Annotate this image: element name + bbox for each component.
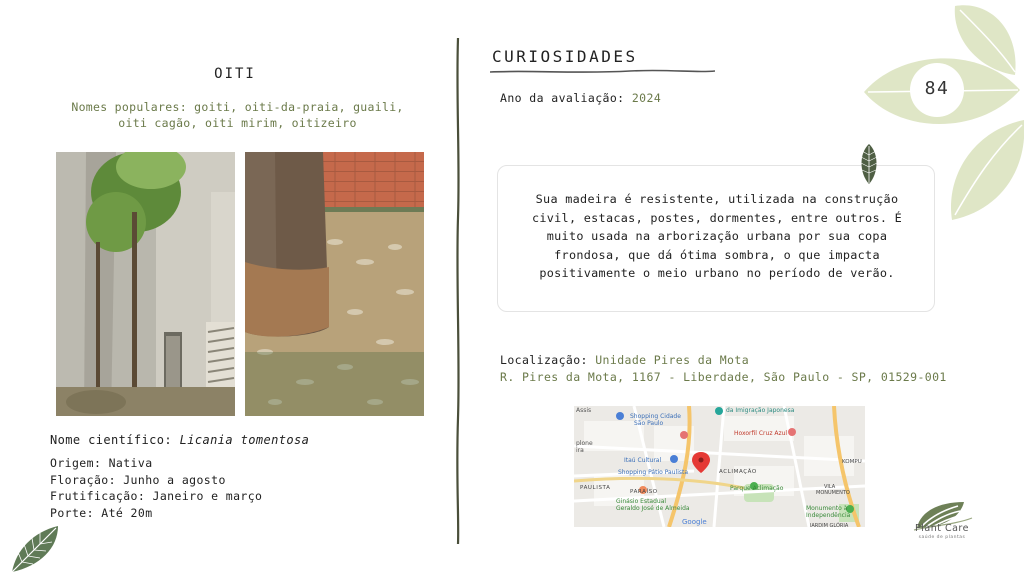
- fruiting-text: Frutificação: Janeiro e março: [50, 489, 263, 503]
- logo-name: Plant Care: [915, 523, 969, 534]
- map-label-plone: plone: [576, 440, 593, 447]
- map-label-google: Google: [682, 518, 707, 526]
- size-text: Porte: Até 20m: [50, 505, 153, 520]
- scientific-name-label: Nome científico:: [50, 433, 172, 447]
- location-address: R. Pires da Mota, 1167 - Liberdade, São Paulo - SP, 01529-001: [500, 370, 947, 384]
- map-label-paraiso: PARAÍSO: [630, 489, 658, 495]
- scientific-name: [50, 433, 309, 447]
- evaluation-year: [500, 91, 661, 105]
- species-title: OITI: [214, 66, 256, 82]
- map-label-ginasio-2: Geraldo José de Almeida: [616, 505, 690, 512]
- map-label-monumento-2: Independência: [806, 512, 851, 519]
- map-label-monumento-1: Monumento à: [806, 505, 848, 512]
- tree-photo-wall: [56, 152, 235, 416]
- scientific-name-value: Licania tomentosa: [179, 433, 310, 447]
- evaluation-year-label: Ano da avaliação:: [500, 91, 625, 105]
- logo-tagline: saúde de plantas: [918, 535, 966, 540]
- map-label-shopping-patio: Shopping Pátio Paulista: [618, 469, 689, 476]
- map-label-aclimacao: ACLIMAÇÃO: [719, 469, 757, 475]
- location-block: [500, 352, 947, 386]
- location-unit-line: [500, 352, 947, 369]
- tree-photo-trunk: [245, 152, 424, 416]
- map-label-jardim: JARDIM GLÓRIA: [810, 523, 849, 527]
- curiosities-title: CURIOSIDADES: [492, 47, 638, 66]
- location-label: Localização:: [500, 353, 588, 367]
- location-unit: Unidade Pires da Mota: [595, 353, 750, 367]
- popular-names-value: goiti, oiti-da-praia, guaili, oiti cagão, oiti mirim, oitizeiro: [118, 100, 404, 130]
- map-label-ira: ira: [576, 447, 584, 454]
- map-label-itau: Itaú Cultural: [624, 457, 662, 464]
- map-label-hoxorfil: Hoxorfil Cruz Azul: [734, 430, 788, 437]
- title-underline: [490, 68, 715, 76]
- map-label-sao-paulo: São Paulo: [634, 420, 664, 427]
- map-label-vila: VILA: [824, 484, 836, 490]
- map-label-assis: Assis: [576, 407, 592, 414]
- origin-text: Origem: Nativa: [50, 456, 153, 470]
- flowering-text: Floração: Junho a agosto: [50, 472, 226, 487]
- map-label-shopping-cidade: Shopping Cidade: [630, 413, 681, 420]
- map-label-monumento-upper: MONUMENTO: [816, 490, 850, 496]
- map-label-kompu: KOMPU: [842, 459, 862, 465]
- evaluation-year-value: 2024: [631, 91, 662, 105]
- map-label-ginasio-1: Ginásio Estadual: [616, 498, 667, 505]
- map-label-paulista: PAULISTA: [580, 485, 611, 491]
- popular-names-label: Nomes populares:: [71, 100, 187, 114]
- species-facts: [50, 455, 262, 521]
- location-map[interactable]: [574, 406, 865, 527]
- column-divider: [455, 38, 461, 544]
- map-label-parque: Parque Aclimação: [730, 485, 784, 492]
- curiosity-text: Sua madeira é resistente, utilizada na construção civil, estacas, postes, dormentes, entre outros. É muito usada na arborização urbana por sua copa frondosa, que dá ótima sombra, o que impacta positivamente o meio urbano no período de verão.: [531, 192, 903, 280]
- popular-names: [60, 99, 415, 131]
- page-number: 84: [924, 78, 950, 99]
- map-label-imigracao: da Imigração Japonesa: [726, 407, 795, 414]
- leaf-icon: [860, 0, 1024, 225]
- leaf-icon: [8, 520, 64, 576]
